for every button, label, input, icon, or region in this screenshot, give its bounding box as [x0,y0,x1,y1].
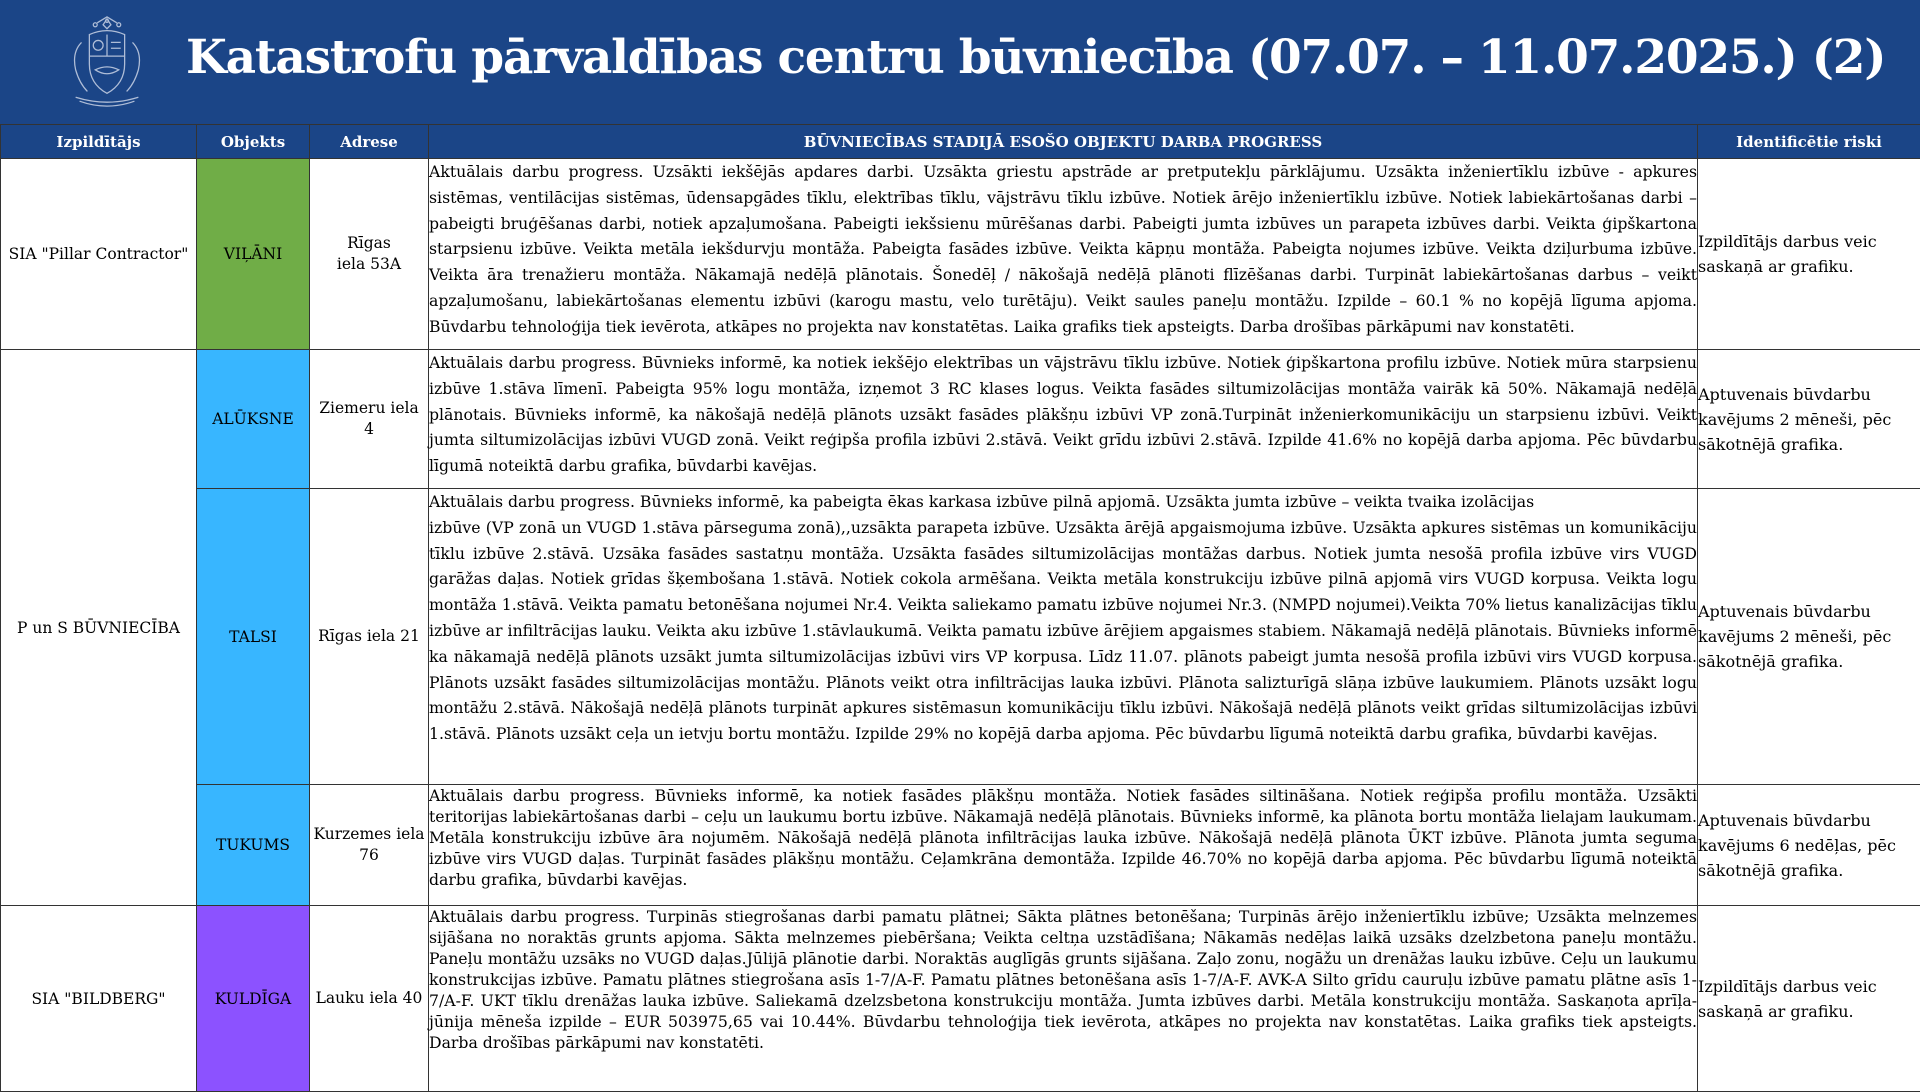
progress-cell: Aktuālais darbu progress. Būvnieks informē, ka notiek fasādes plākšņu montāža. Notiek fasādes siltināšana. Notiek reģipša profilu montāža. Uzsākti teritorijas labiekārtošanas darbi – ceļu un laukumu bortu izbūve. Nākamajā nedēļā plānotais. Būvnieks informē, ka plānota bortu montāža lielajam laukumam. Metāla konstrukciju izbūve āra nojumēm. Nākošajā nedēļā plānota infiltrācijas lauka izbūve. Nākošajā nedēļā plānota ŪKT izbūve. Plānota jumta seguma izbūve virs VUGD daļas. Turpināt fasādes plākšņu montāžu. Ceļamkrāna demontāža. Izpilde 46.70% no kopējā darba apjoma. Pēc būvdarbu līgumā noteiktā darbu grafika, būvdarbi kavējas. [429,785,1698,906]
address-cell [310,350,429,489]
page-title: Katastrofu pārvaldības centru būvniecība (07.07. – 11.07.2025.) (2) [186,28,1885,88]
address-cell [310,785,429,906]
contractor-cell: SIA "BILDBERG" [1,906,197,1092]
table-row [1,350,1920,489]
progress-text: izbūve (VP zonā un VUGD 1.stāva pārseguma zonā),,uzsākta parapeta izbūve. Uzsākta ārējā apgaismojuma izbūve. Uzsākta apkures sistēmas un komunikāciju tīklu izbūve 2.stāvā. Uzsāka fasādes sastatņu montāža. Uzsākta fasādes siltumizolācijas montāžas darbus. Notiek jumta nesošā profila izbūve virs VUGD garāžas daļas. Notiek grīdas šķembošana 1.stāvā. Notiek cokola armēšana. Veikta metāla konstrukciju izbūve pilnā apjomā virs VUGD korpusa. Veikta logu montāža 1.stāvā. Veikta pamatu betonēšana nojumei Nr.4. Veikta saliekamo pamatu izbūve nojumei Nr.3. (NMPD nojumei).Veikta 70% lietus kanalizācijas tīklu izbūve ar infiltrācijas lauku. Veikta aku izbūve 1.stāvlaukumā. Veikta pamatu izbūve ārējiem apgaismes stabiem. Nākamajā nedēļā plānotais. Būvnieks informē ka nākamajā nedēļā plānots uzsākt jumta siltumizolācijas izbūvi virs VP korpusa. Līdz 11.07. plānots pabeigt jumta nesošā profila izbūvi virs VUGD korpusa. Plānots uzsākt fasādes siltumizolācijas montāžu. Plānots veikt otra infiltrācijas lauka izbūvi. Plānota salizturīgā slāņa izbūve laukumiem. Plānots uzsākt logu montāžu 2.stāvā. Nākošajā nedēļā plānots turpināt apkures sistēmasun komunikāciju tīklu izbūvi. Nākošajā nedēļā plānots veikt grīdas siltumizolācijas izbūvi 1.stāvā. Plānots uzsākt ceļa un ietvju bortu montāžu. Izpilde 29% no kopējā darba apjoma. Pēc būvdarbu līgumā noteiktā darbu grafika, būvdarbi kavējas. [429,515,1697,747]
object-cell: VIĻĀNI [197,159,310,350]
progress-cell: Aktuālais darbu progress. Uzsākti iekšējās apdares darbi. Uzsākta griestu apstrāde ar pretputekļu pārklājumu. Uzsākta inženiertīklu izbūve - apkures sistēmas, ventilācijas sistēmas, ūdensapgādes tīklu, elektrības tīklu, vājstrāvu tīklu izbūve. Notiek ārējo inženiertīklu izbūve. Notiek labiekārtošanas darbi – pabeigti bruģēšanas darbi, notiek apzaļumošana. Pabeigti iekšsienu mūrēšanas darbi. Pabeigti jumta izbūves un parapeta izbūves darbi. Veikta ģipškartona starpsienu izbūve. Veikta metāla iekšdurvju montāža. Pabeigta fasādes izbūve. Veikta kāpņu montāža. Pabeigta nojumes izbūve. Veikta dziļurbuma izbūve. Veikta āra trenažieru montāža. Nākamajā nedēļā plānotais. Šonedēļ / nākošajā nedēļā plānoti flīzēšanas darbi. Turpināt labiekārtošanas darbus – veikt apzaļumošanu, labiekārtošanas elementu izbūvi (karogu mastu, velo turētāju). Veikt saules paneļu montāžu. Izpilde – 60.1 % no kopējā līguma apjoma. Būvdarbu tehnoloģija tiek ievērota, atkāpes no projekta nav konstatētas. Laika grafiks tiek apsteigts. Darba drošības pārkāpumi nav konstatēti. [429,159,1698,350]
object-cell: TALSI [197,489,310,785]
table-row [1,785,1920,906]
contractor-cell: P un S BŪVNIECĪBA [1,350,197,906]
risk-cell: Aptuvenais būvdarbu kavējums 6 nedēļas, pēc sākotnējā grafika. [1698,785,1920,906]
progress-cell: Aktuālais darbu progress. Būvnieks informē, ka notiek iekšējo elektrības un vājstrāvu tīklu izbūve. Notiek ģipškartona profilu izbūve. Notiek mūra starpsienu izbūve 1.stāva līmenī. Pabeigta 95% logu montāža, izņemot 3 RC klases logus. Veikta fasādes siltumizolācijas montāža vairāk kā 50%. Nākamajā nedēļā plānotais. Būvnieks informē, ka nākošajā nedēļā plānots uzsākt fasādes plākšņu izbūvi VP zonā.Turpināt inženierkomunikāciju un starpsienu izbūvi. Veikt jumta siltumizolācijas izbūvi VUGD zonā. Veikt reģipša profila izbūvi 2.stāvā. Veikt grīdu izbūvi 2.stāvā. Izpilde 41.6% no kopējā darba apjoma. Pēc būvdarbu līgumā noteiktā darbu grafika, būvdarbi kavējas. [429,350,1698,489]
object-cell: KULDĪGA [197,906,310,1092]
progress-cell [429,489,1698,785]
column-header-object: Objekts [197,125,310,159]
risk-cell: Aptuvenais būvdarbu kavējums 2 mēneši, pēc sākotnējā grafika. [1698,489,1920,785]
contractor-cell: SIA "Pillar Contractor" [1,159,197,350]
progress-cell: Aktuālais darbu progress. Turpinās stiegrošanas darbi pamatu plātnei; Sākta plātnes betonēšana; Turpinās ārējo inženiertīklu izbūve; Uzsākta melnzemes sijāšana no noraktās grunts apjoma. Sākta melnzemes piebēršana; Veikta celtņa uzstādīšana; Nākamās nedēļas laikā uzsāks dzelzbetona paneļu montāžu. Paneļu montāžu uzsāks no VUGD daļas.Jūlijā plānotie darbi. Noraktās auglīgās grunts sijāšana. Zaļo zonu, nogāžu un drenāžas lauku izbūve. Ceļu un laukumu konstrukcijas izbūve. Pamatu plātnes stiegrošana asīs 1-7/A-F. Pamatu plātnes betonēšana asīs 1-7/A-F. AVK-A Silto grīdu cauruļu izbūve pamatu plātne asīs 1-7/A-F. UKT tīklu drenāžas lauka izbūve. Saliekamā dzelzsbetona konstrukciju montāža. Jumta izbūves darbi. Metāla konstrukciju montāža. Saskaņota aprīļa-jūnija mēneša izpilde – EUR 503975,65 vai 10.44%. Būvdarbu tehnoloģija tiek ievērota, atkāpes no projekta nav konstatētas. Laika grafiks tiek apsteigts. Darba drošības pārkāpumi nav konstatēti. [429,906,1698,1092]
address-cell: Rīgas iela 21 [310,489,429,785]
object-cell: ALŪKSNE [197,350,310,489]
risk-cell: Aptuvenais būvdarbu kavējums 2 mēneši, pēc sākotnējā grafika. [1698,350,1920,489]
coat-of-arms-icon [58,12,156,112]
address-text: Kurzemes iela 76 [312,824,426,866]
column-header-progress: BŪVNIECĪBAS STADIJĀ ESOŠO OBJEKTU DARBA PROGRESS [429,125,1698,159]
risk-cell: Izpildītājs darbus veic saskaņā ar grafiku. [1698,159,1920,350]
progress-first-line: Aktuālais darbu progress. Būvnieks informē, ka pabeigta ēkas karkasa izbūve pilnā apjomā. Uzsākta jumta izbūve – veikta tvaika izolācijas [429,489,1697,515]
address-text: Rīgas iela 53A [334,233,404,275]
table-row [1,159,1920,350]
address-text: Ziemeru iela 4 [317,398,421,440]
table-row [1,906,1920,1092]
column-header-address: Adrese [310,125,429,159]
risk-cell: Izpildītājs darbus veic saskaņā ar grafiku. [1698,906,1920,1092]
progress-table [0,124,1920,1092]
table-header-row [1,125,1920,159]
address-cell: Lauku iela 40 [310,906,429,1092]
column-header-contractor: Izpildītājs [1,125,197,159]
address-cell [310,159,429,350]
column-header-risks: Identificētie riski [1698,125,1920,159]
header-banner [0,0,1920,124]
table-row [1,489,1920,785]
object-cell: TUKUMS [197,785,310,906]
